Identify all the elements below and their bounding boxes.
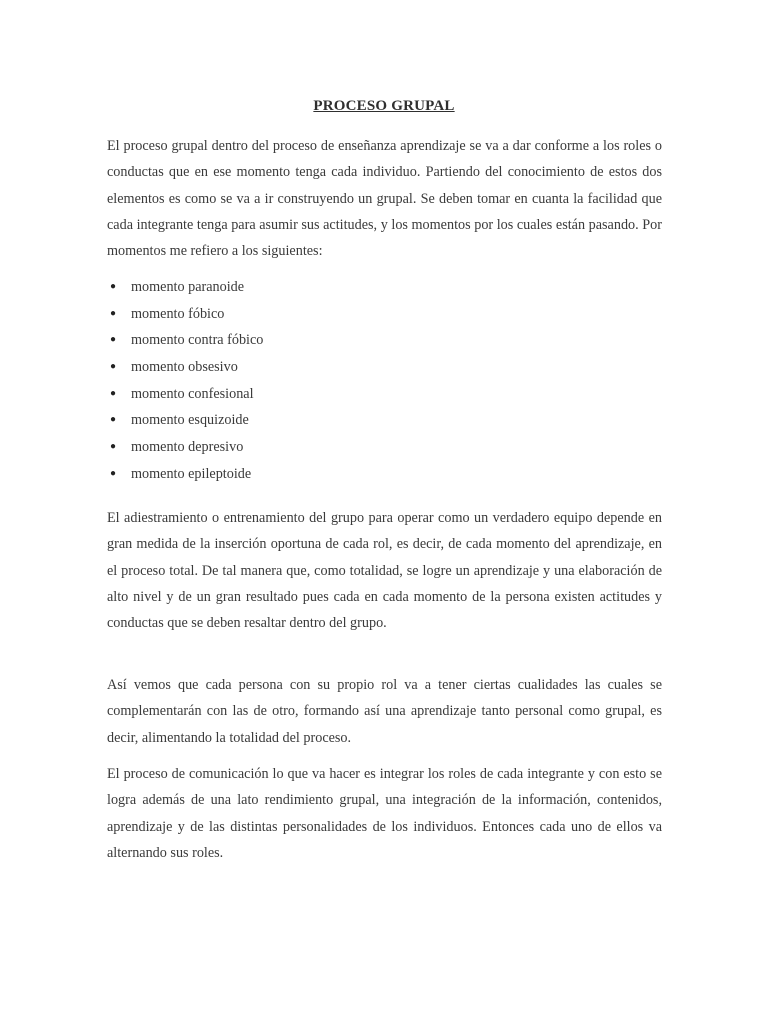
training-paragraph: El adiestramiento o entrenamiento del grupo para operar como un verdadero equipo depende en gran medida de la inserción oportuna de cada rol, es decir, de cada momento del aprendizaje, en el proceso total. De tal manera que, como totalidad, se logre un aprendizaje y una elaboración de alto nivel y de un gran resultado pues cada en cada momento de la persona existen actitudes y conductas que se deben resaltar dentro del grupo. [107,510,662,632]
list-item [107,354,662,381]
bullet-icon: ● [110,361,117,373]
bullet-icon: ● [110,281,117,292]
list-item-text: momento epileptoide [131,465,252,482]
intro-paragraph: El proceso grupal dentro del proceso de enseñanza aprendizaje se va a dar conforme a los roles o conductas que en ese momento tenga cada individuo. Partiendo del conocimiento de estos dos elementos es como se va a ir construyendo un grupal. Se deben tomar en cuanta la facilidad que cada integrante tenga para asumir sus actitudes, y los momentos por los cuales están pasando. Por momentos me refiero a los siguientes: [107,138,662,260]
list-item-text: momento fóbico [131,305,225,322]
bullet-icon: ● [110,334,117,346]
list-item-text: momento confesional [131,385,254,402]
bullet-icon: ● [110,387,117,399]
list-item [107,274,662,301]
moments-list [107,274,662,488]
communication-paragraph: El proceso de comunicación lo que va hacer es integrar los roles de cada integrante y con esto se logra además de una lato rendimiento grupal, una integración de la información, contenidos, aprendizaje y de las distintas personalidades de los individuos. Entonces cada uno de ellos va alternando sus roles. [107,766,662,861]
bullet-icon: ● [110,414,117,426]
list-item [107,327,662,354]
list-item [107,461,662,488]
list-item-text: momento paranoide [131,279,245,295]
bullet-icon: ● [110,307,117,319]
document-title: PROCESO GRUPAL [313,98,455,114]
list-item [107,381,662,408]
bullet-icon: ● [110,467,117,479]
list-item [107,434,662,461]
list-item-text: momento obsesivo [131,359,238,376]
list-item-text: momento depresivo [131,439,244,456]
list-item [107,301,662,328]
list-item [107,407,662,434]
list-item-text: momento esquizoide [131,412,249,429]
list-item-text: momento contra fóbico [131,332,264,349]
roles-paragraph: Así vemos que cada persona con su propio rol va a tener ciertas cualidades las cuales se complementarán con las de otro, formando así una aprendizaje tanto personal como grupal, es decir, alimentando la totalidad del proceso. [107,677,662,746]
bullet-icon: ● [110,441,117,453]
